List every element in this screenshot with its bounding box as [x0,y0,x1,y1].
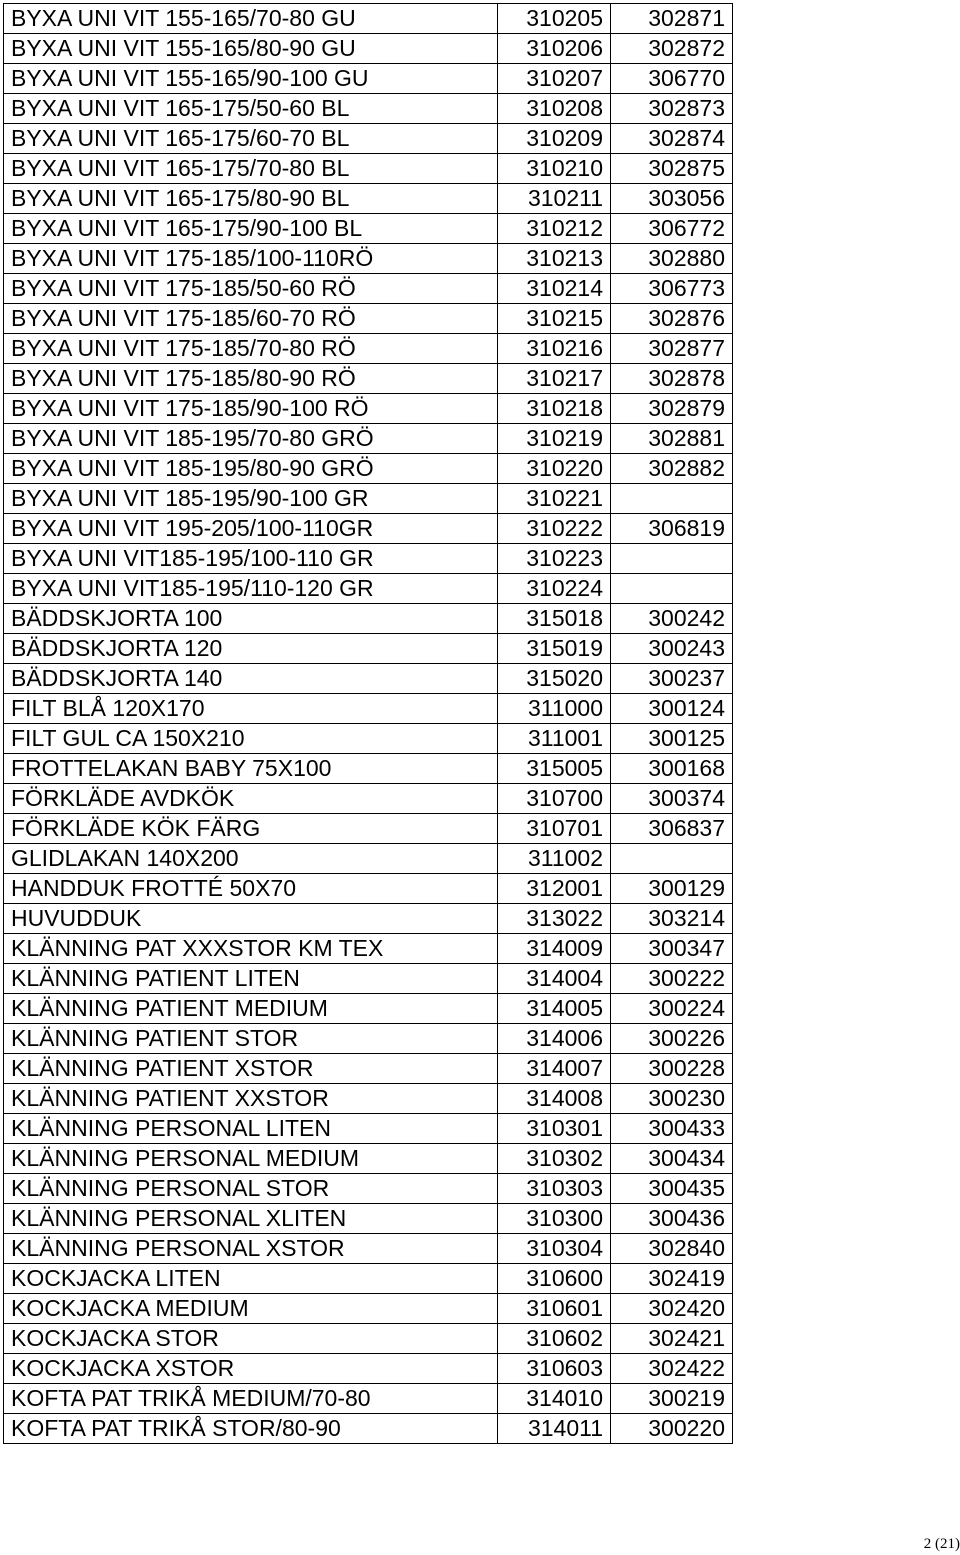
table-row [4,694,733,724]
items-table [3,3,733,1444]
item-code-cell: 315019 [498,634,611,664]
item-code-cell: 310304 [498,1234,611,1264]
item-code-2-cell [611,544,733,574]
item-name-cell: KLÄNNING PERSONAL XLITEN [4,1204,498,1234]
item-code-cell: 310700 [498,784,611,814]
item-code-2-cell: 300347 [611,934,733,964]
item-code-2-cell: 302878 [611,364,733,394]
item-code-2-cell: 300125 [611,724,733,754]
item-code-cell: 310210 [498,154,611,184]
table-row [4,1144,733,1174]
item-name-cell: KLÄNNING PATIENT STOR [4,1024,498,1054]
item-code-2-cell: 302422 [611,1354,733,1384]
item-code-cell: 313022 [498,904,611,934]
item-code-cell: 310600 [498,1264,611,1294]
item-name-cell: FÖRKLÄDE AVDKÖK [4,784,498,814]
item-code-cell: 310223 [498,544,611,574]
item-code-cell: 310209 [498,124,611,154]
item-code-2-cell: 302879 [611,394,733,424]
item-name-cell: BYXA UNI VIT 175-185/100-110RÖ [4,244,498,274]
table-row [4,154,733,184]
item-code-cell: 314006 [498,1024,611,1054]
item-code-2-cell [611,844,733,874]
table-row [4,1354,733,1384]
table-row [4,424,733,454]
item-code-cell: 311002 [498,844,611,874]
item-name-cell: BÄDDSKJORTA 100 [4,604,498,634]
item-code-2-cell: 300168 [611,754,733,784]
item-name-cell: BYXA UNI VIT 175-185/60-70 RÖ [4,304,498,334]
table-row [4,394,733,424]
table-row [4,1024,733,1054]
item-name-cell: KOCKJACKA MEDIUM [4,1294,498,1324]
item-name-cell: BYXA UNI VIT 195-205/100-110GR [4,514,498,544]
item-name-cell: FÖRKLÄDE KÖK FÄRG [4,814,498,844]
item-name-cell: KLÄNNING PAT XXXSTOR KM TEX [4,934,498,964]
table-row [4,1174,733,1204]
item-name-cell: BYXA UNI VIT 165-175/60-70 BL [4,124,498,154]
item-code-cell: 310601 [498,1294,611,1324]
table-row [4,34,733,64]
table-row [4,1204,733,1234]
item-name-cell: KLÄNNING PERSONAL XSTOR [4,1234,498,1264]
item-code-2-cell: 300230 [611,1084,733,1114]
item-code-cell: 310217 [498,364,611,394]
item-code-2-cell: 302871 [611,4,733,34]
item-code-cell: 310205 [498,4,611,34]
table-row [4,574,733,604]
item-code-2-cell: 300220 [611,1414,733,1444]
item-name-cell: FROTTELAKAN BABY 75X100 [4,754,498,784]
item-name-cell: BYXA UNI VIT 165-175/80-90 BL [4,184,498,214]
item-code-2-cell: 300237 [611,664,733,694]
item-code-2-cell: 300228 [611,1054,733,1084]
item-code-cell: 310301 [498,1114,611,1144]
page-number: 2 (21) [923,1536,960,1552]
item-code-2-cell: 300243 [611,634,733,664]
item-code-2-cell: 302420 [611,1294,733,1324]
item-code-2-cell: 300226 [611,1024,733,1054]
item-code-cell: 310224 [498,574,611,604]
table-row [4,94,733,124]
item-code-cell: 310206 [498,34,611,64]
table-row [4,1414,733,1444]
item-name-cell: BYXA UNI VIT 185-195/90-100 GR [4,484,498,514]
item-code-cell: 310302 [498,1144,611,1174]
table-row [4,724,733,754]
table-row [4,244,733,274]
item-code-cell: 310219 [498,424,611,454]
item-code-cell: 311000 [498,694,611,724]
item-code-2-cell: 306773 [611,274,733,304]
item-name-cell: BÄDDSKJORTA 140 [4,664,498,694]
table-row [4,814,733,844]
item-name-cell: BYXA UNI VIT 155-165/70-80 GU [4,4,498,34]
table-row [4,994,733,1024]
item-name-cell: BYXA UNI VIT185-195/110-120 GR [4,574,498,604]
table-row [4,1294,733,1324]
item-name-cell: BYXA UNI VIT185-195/100-110 GR [4,544,498,574]
item-code-2-cell [611,574,733,604]
item-code-2-cell: 302876 [611,304,733,334]
item-code-cell: 310207 [498,64,611,94]
table-row [4,784,733,814]
table-row [4,64,733,94]
item-code-2-cell: 306819 [611,514,733,544]
table-row [4,874,733,904]
item-code-2-cell: 302872 [611,34,733,64]
item-code-2-cell: 302875 [611,154,733,184]
item-code-cell: 310603 [498,1354,611,1384]
item-name-cell: KOCKJACKA LITEN [4,1264,498,1294]
item-name-cell: BYXA UNI VIT 155-165/90-100 GU [4,64,498,94]
table-row [4,4,733,34]
table-row [4,1234,733,1264]
item-code-2-cell: 300434 [611,1144,733,1174]
table-row [4,664,733,694]
table-row [4,364,733,394]
item-code-2-cell: 300435 [611,1174,733,1204]
item-name-cell: KOCKJACKA STOR [4,1324,498,1354]
item-code-2-cell: 300219 [611,1384,733,1414]
item-name-cell: BÄDDSKJORTA 120 [4,634,498,664]
item-code-cell: 314010 [498,1384,611,1414]
item-code-2-cell: 302419 [611,1264,733,1294]
table-row [4,1084,733,1114]
item-code-2-cell: 300222 [611,964,733,994]
table-row [4,484,733,514]
item-name-cell: GLIDLAKAN 140X200 [4,844,498,874]
table-row [4,274,733,304]
item-code-2-cell: 300374 [611,784,733,814]
item-name-cell: KLÄNNING PERSONAL LITEN [4,1114,498,1144]
item-name-cell: BYXA UNI VIT 155-165/80-90 GU [4,34,498,64]
item-name-cell: FILT BLÅ 120X170 [4,694,498,724]
item-code-cell: 310701 [498,814,611,844]
item-name-cell: KLÄNNING PATIENT XXSTOR [4,1084,498,1114]
item-name-cell: KOCKJACKA XSTOR [4,1354,498,1384]
item-code-cell: 314005 [498,994,611,1024]
item-name-cell: BYXA UNI VIT 165-175/90-100 BL [4,214,498,244]
item-code-2-cell: 302873 [611,94,733,124]
table-row [4,1384,733,1414]
item-code-cell: 310215 [498,304,611,334]
table-row [4,934,733,964]
item-code-cell: 315018 [498,604,611,634]
table-row [4,514,733,544]
table-row [4,184,733,214]
item-code-cell: 311001 [498,724,611,754]
table-row [4,1324,733,1354]
item-name-cell: HUVUDDUK [4,904,498,934]
item-name-cell: BYXA UNI VIT 175-185/80-90 RÖ [4,364,498,394]
table-row [4,1054,733,1084]
item-code-2-cell: 302880 [611,244,733,274]
item-code-cell: 310216 [498,334,611,364]
item-code-cell: 315005 [498,754,611,784]
item-name-cell: KLÄNNING PATIENT LITEN [4,964,498,994]
item-code-2-cell: 300436 [611,1204,733,1234]
item-name-cell: BYXA UNI VIT 175-185/50-60 RÖ [4,274,498,304]
item-code-2-cell: 302874 [611,124,733,154]
table-row [4,1264,733,1294]
item-code-cell: 310602 [498,1324,611,1354]
item-code-cell: 314011 [498,1414,611,1444]
table-row [4,904,733,934]
item-code-2-cell: 302877 [611,334,733,364]
item-code-2-cell: 302881 [611,424,733,454]
item-code-cell: 310214 [498,274,611,304]
item-code-2-cell: 303214 [611,904,733,934]
item-name-cell: BYXA UNI VIT 165-175/70-80 BL [4,154,498,184]
item-name-cell: KLÄNNING PATIENT XSTOR [4,1054,498,1084]
item-name-cell: KLÄNNING PERSONAL MEDIUM [4,1144,498,1174]
table-row [4,604,733,634]
table-row [4,124,733,154]
table-row [4,844,733,874]
item-name-cell: BYXA UNI VIT 185-195/80-90 GRÖ [4,454,498,484]
item-code-cell: 312001 [498,874,611,904]
item-code-2-cell: 303056 [611,184,733,214]
item-code-cell: 310220 [498,454,611,484]
item-code-2-cell: 302840 [611,1234,733,1264]
item-name-cell: KOFTA PAT TRIKÅ MEDIUM/70-80 [4,1384,498,1414]
item-code-2-cell: 306770 [611,64,733,94]
item-name-cell: FILT GUL CA 150X210 [4,724,498,754]
item-code-cell: 314007 [498,1054,611,1084]
item-code-cell: 314008 [498,1084,611,1114]
item-code-cell: 314004 [498,964,611,994]
item-code-2-cell: 300224 [611,994,733,1024]
item-code-2-cell: 300129 [611,874,733,904]
item-code-cell: 310208 [498,94,611,124]
item-code-2-cell: 302882 [611,454,733,484]
table-row [4,304,733,334]
item-code-cell: 310211 [498,184,611,214]
table-row [4,544,733,574]
item-name-cell: KLÄNNING PATIENT MEDIUM [4,994,498,1024]
item-code-2-cell [611,484,733,514]
item-code-2-cell: 300124 [611,694,733,724]
item-name-cell: BYXA UNI VIT 185-195/70-80 GRÖ [4,424,498,454]
table-row [4,454,733,484]
item-name-cell: BYXA UNI VIT 175-185/70-80 RÖ [4,334,498,364]
item-code-cell: 310222 [498,514,611,544]
item-code-cell: 315020 [498,664,611,694]
item-code-2-cell: 306772 [611,214,733,244]
item-code-cell: 310221 [498,484,611,514]
item-code-cell: 310303 [498,1174,611,1204]
table-row [4,334,733,364]
items-table-body [4,4,733,1444]
item-code-cell: 310300 [498,1204,611,1234]
item-name-cell: KOFTA PAT TRIKÅ STOR/80-90 [4,1414,498,1444]
table-row [4,754,733,784]
table-row [4,214,733,244]
item-code-cell: 314009 [498,934,611,964]
item-name-cell: BYXA UNI VIT 165-175/50-60 BL [4,94,498,124]
table-row [4,634,733,664]
table-row [4,964,733,994]
item-code-cell: 310213 [498,244,611,274]
item-code-cell: 310212 [498,214,611,244]
item-code-2-cell: 300433 [611,1114,733,1144]
item-code-cell: 310218 [498,394,611,424]
item-code-2-cell: 306837 [611,814,733,844]
item-name-cell: KLÄNNING PERSONAL STOR [4,1174,498,1204]
item-code-2-cell: 300242 [611,604,733,634]
item-code-2-cell: 302421 [611,1324,733,1354]
item-name-cell: BYXA UNI VIT 175-185/90-100 RÖ [4,394,498,424]
item-name-cell: HANDDUK FROTTÉ 50X70 [4,874,498,904]
table-row [4,1114,733,1144]
